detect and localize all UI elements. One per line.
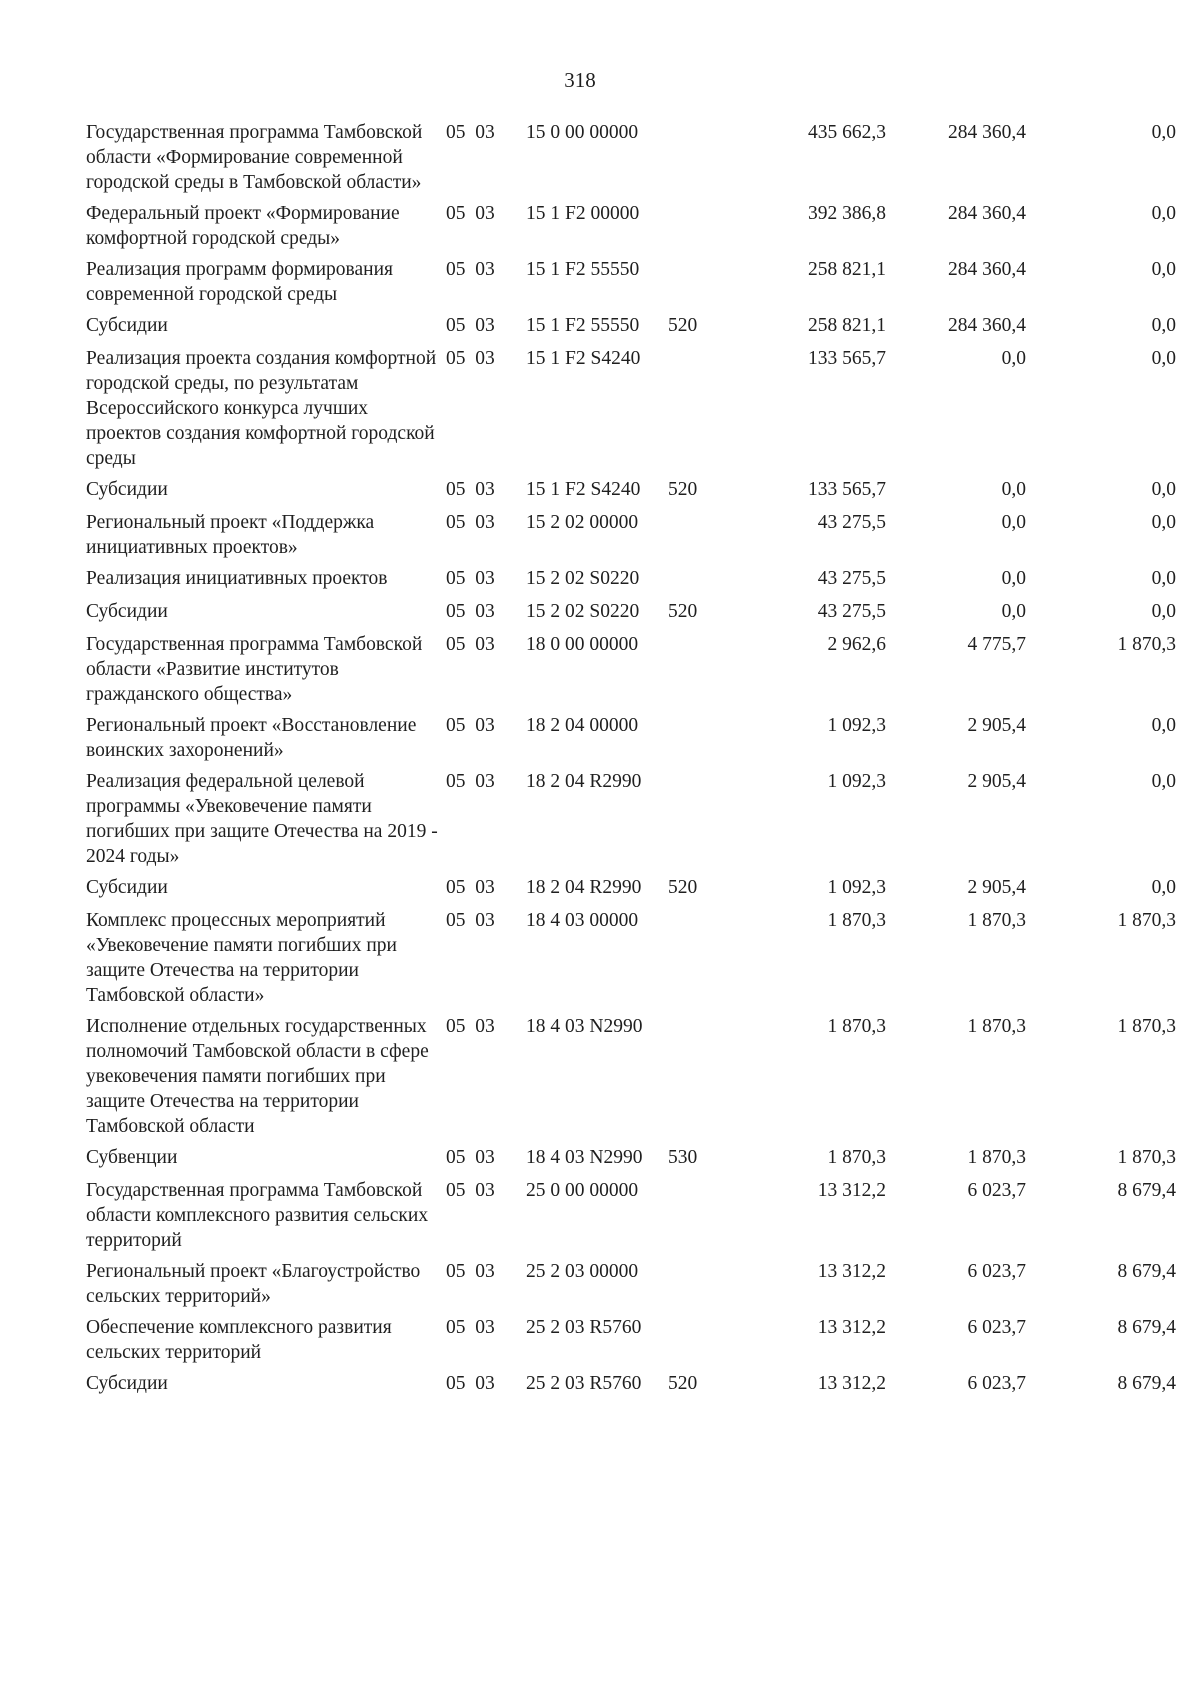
table-row xyxy=(86,908,1176,1014)
row-amount-year-2: 6 023,7 xyxy=(967,1317,1026,1338)
row-amount-year-3: 8 679,4 xyxy=(1117,1180,1176,1201)
row-expense-type-code: 530 xyxy=(668,1147,698,1168)
row-expense-type-code: 520 xyxy=(668,601,698,622)
row-section-code: 05 03 xyxy=(446,512,495,533)
row-target-code: 18 4 03 N2990 xyxy=(526,1016,643,1037)
table-row xyxy=(86,1014,1176,1145)
budget-table xyxy=(86,120,1176,1404)
row-name: Федеральный проект «Формирование комфортной городской среды» xyxy=(86,203,400,249)
row-name: Государственная программа Тамбовской области «Формирование современной городской среды в Тамбовской области» xyxy=(86,122,423,193)
row-amount-year-2: 6 023,7 xyxy=(967,1180,1026,1201)
row-amount-year-2: 284 360,4 xyxy=(948,122,1026,143)
row-amount-year-2: 0,0 xyxy=(1001,512,1026,533)
row-amount-year-2: 1 870,3 xyxy=(967,1016,1026,1037)
row-name: Региональный проект «Поддержка инициативных проектов» xyxy=(86,512,375,558)
row-name: Реализация проекта создания комфортной городской среды, по результатам Всероссийского конкурса лучших проектов создания комфортной городской среды xyxy=(86,348,437,469)
row-amount-year-3: 0,0 xyxy=(1151,771,1176,792)
row-expense-type-code xyxy=(668,201,716,257)
row-amount-year-2: 284 360,4 xyxy=(948,259,1026,280)
row-section-code: 05 03 xyxy=(446,203,495,224)
row-name: Комплекс процессных мероприятий «Увековечение памяти погибших при защите Отечества на территории Тамбовской области» xyxy=(86,910,397,1006)
table-row xyxy=(86,313,1176,346)
row-amount-year-3: 0,0 xyxy=(1151,348,1176,369)
row-amount-year-3: 1 870,3 xyxy=(1117,1147,1176,1168)
row-amount-year-2: 284 360,4 xyxy=(948,315,1026,336)
row-name: Государственная программа Тамбовской области «Развитие институтов гражданского общества» xyxy=(86,634,423,705)
row-name: Субвенции xyxy=(86,1147,178,1168)
row-amount-year-3: 0,0 xyxy=(1151,715,1176,736)
row-target-code: 18 0 00 00000 xyxy=(526,634,639,655)
row-section-code: 05 03 xyxy=(446,771,495,792)
row-amount-year-3: 0,0 xyxy=(1151,877,1176,898)
row-amount-year-1: 1 870,3 xyxy=(827,1147,886,1168)
row-target-code: 18 2 04 R2990 xyxy=(526,771,642,792)
row-expense-type-code xyxy=(668,769,716,875)
row-target-code: 18 2 04 R2990 xyxy=(526,877,642,898)
row-amount-year-3: 0,0 xyxy=(1151,203,1176,224)
table-row xyxy=(86,1259,1176,1315)
row-expense-type-code: 520 xyxy=(668,315,698,336)
row-amount-year-2: 6 023,7 xyxy=(967,1261,1026,1282)
row-amount-year-2: 2 905,4 xyxy=(967,715,1026,736)
table-row xyxy=(86,1371,1176,1404)
row-target-code: 15 1 F2 00000 xyxy=(526,203,640,224)
row-amount-year-3: 1 870,3 xyxy=(1117,1016,1176,1037)
row-amount-year-3: 8 679,4 xyxy=(1117,1373,1176,1394)
page-number: 318 xyxy=(564,68,596,92)
row-target-code: 18 4 03 N2990 xyxy=(526,1147,643,1168)
row-expense-type-code xyxy=(668,1259,716,1315)
table-row xyxy=(86,201,1176,257)
row-target-code: 25 2 03 00000 xyxy=(526,1261,639,1282)
row-name: Региональный проект «Благоустройство сельских территорий» xyxy=(86,1261,421,1307)
table-row xyxy=(86,477,1176,510)
table-row xyxy=(86,769,1176,875)
row-section-code: 05 03 xyxy=(446,910,495,931)
row-amount-year-3: 0,0 xyxy=(1151,601,1176,622)
row-amount-year-3: 0,0 xyxy=(1151,259,1176,280)
row-amount-year-2: 2 905,4 xyxy=(967,771,1026,792)
table-row xyxy=(86,510,1176,566)
row-amount-year-2: 1 870,3 xyxy=(967,910,1026,931)
row-amount-year-3: 0,0 xyxy=(1151,512,1176,533)
row-amount-year-1: 1 092,3 xyxy=(827,877,886,898)
row-amount-year-3: 1 870,3 xyxy=(1117,910,1176,931)
row-amount-year-1: 13 312,2 xyxy=(817,1317,886,1338)
row-section-code: 05 03 xyxy=(446,122,495,143)
row-section-code: 05 03 xyxy=(446,479,495,500)
row-expense-type-code: 520 xyxy=(668,1373,698,1394)
row-expense-type-code: 520 xyxy=(668,479,698,500)
row-amount-year-1: 13 312,2 xyxy=(817,1180,886,1201)
row-expense-type-code xyxy=(668,713,716,769)
row-target-code: 25 2 03 R5760 xyxy=(526,1317,642,1338)
row-target-code: 15 0 00 00000 xyxy=(526,122,639,143)
row-amount-year-1: 133 565,7 xyxy=(808,479,886,500)
row-expense-type-code: 520 xyxy=(668,877,698,898)
row-expense-type-code xyxy=(668,120,716,201)
row-expense-type-code xyxy=(668,257,716,313)
row-amount-year-3: 0,0 xyxy=(1151,568,1176,589)
row-name: Субсидии xyxy=(86,1373,168,1394)
row-amount-year-1: 43 275,5 xyxy=(817,568,886,589)
table-row xyxy=(86,257,1176,313)
row-name: Реализация федеральной целевой программы «Увековечение памяти погибших при защите Отечества на 2019 - 2024 годы» xyxy=(86,771,438,867)
row-section-code: 05 03 xyxy=(446,601,495,622)
row-target-code: 15 1 F2 S4240 xyxy=(526,348,641,369)
row-section-code: 05 03 xyxy=(446,1147,495,1168)
row-amount-year-3: 0,0 xyxy=(1151,122,1176,143)
row-name: Региональный проект «Восстановление воинских захоронений» xyxy=(86,715,417,761)
table-row xyxy=(86,713,1176,769)
table-row xyxy=(86,346,1176,477)
row-name: Субсидии xyxy=(86,479,168,500)
row-name: Субсидии xyxy=(86,877,168,898)
row-expense-type-code xyxy=(668,1315,716,1371)
row-expense-type-code xyxy=(668,908,716,1014)
row-amount-year-2: 2 905,4 xyxy=(967,877,1026,898)
row-section-code: 05 03 xyxy=(446,1373,495,1394)
row-section-code: 05 03 xyxy=(446,1180,495,1201)
table-row xyxy=(86,1315,1176,1371)
row-target-code: 18 2 04 00000 xyxy=(526,715,639,736)
row-amount-year-1: 133 565,7 xyxy=(808,348,886,369)
row-amount-year-3: 8 679,4 xyxy=(1117,1317,1176,1338)
row-name: Обеспечение комплексного развития сельских территорий xyxy=(86,1317,392,1363)
row-target-code: 15 1 F2 S4240 xyxy=(526,479,641,500)
table-row xyxy=(86,632,1176,713)
row-target-code: 15 2 02 S0220 xyxy=(526,601,640,622)
row-target-code: 15 2 02 00000 xyxy=(526,512,639,533)
row-amount-year-1: 13 312,2 xyxy=(817,1373,886,1394)
row-amount-year-2: 6 023,7 xyxy=(967,1373,1026,1394)
row-section-code: 05 03 xyxy=(446,568,495,589)
row-amount-year-2: 0,0 xyxy=(1001,348,1026,369)
row-amount-year-1: 2 962,6 xyxy=(827,634,886,655)
row-expense-type-code xyxy=(668,632,716,713)
row-amount-year-2: 0,0 xyxy=(1001,601,1026,622)
row-amount-year-1: 258 821,1 xyxy=(808,315,886,336)
row-section-code: 05 03 xyxy=(446,1016,495,1037)
row-expense-type-code xyxy=(668,346,716,477)
table-row xyxy=(86,566,1176,599)
row-name: Исполнение отдельных государственных полномочий Тамбовской области в сфере увековечения памяти погибших при защите Отечества на территории Тамбовской области xyxy=(86,1016,429,1137)
table-row xyxy=(86,1178,1176,1259)
row-target-code: 25 2 03 R5760 xyxy=(526,1373,642,1394)
row-section-code: 05 03 xyxy=(446,634,495,655)
row-target-code: 25 0 00 00000 xyxy=(526,1180,639,1201)
row-amount-year-1: 43 275,5 xyxy=(817,512,886,533)
row-name: Субсидии xyxy=(86,601,168,622)
row-target-code: 18 4 03 00000 xyxy=(526,910,639,931)
row-amount-year-3: 8 679,4 xyxy=(1117,1261,1176,1282)
row-section-code: 05 03 xyxy=(446,348,495,369)
row-target-code: 15 2 02 S0220 xyxy=(526,568,640,589)
row-expense-type-code xyxy=(668,1014,716,1145)
row-section-code: 05 03 xyxy=(446,315,495,336)
row-amount-year-2: 0,0 xyxy=(1001,568,1026,589)
row-name: Государственная программа Тамбовской области комплексного развития сельских территорий xyxy=(86,1180,429,1251)
row-amount-year-2: 4 775,7 xyxy=(967,634,1026,655)
row-section-code: 05 03 xyxy=(446,877,495,898)
row-amount-year-1: 435 662,3 xyxy=(808,122,886,143)
table-row xyxy=(86,120,1176,201)
row-name: Реализация инициативных проектов xyxy=(86,568,388,589)
row-amount-year-3: 1 870,3 xyxy=(1117,634,1176,655)
row-amount-year-1: 1 870,3 xyxy=(827,1016,886,1037)
row-expense-type-code xyxy=(668,510,716,566)
row-amount-year-2: 0,0 xyxy=(1001,479,1026,500)
row-amount-year-2: 1 870,3 xyxy=(967,1147,1026,1168)
row-name: Субсидии xyxy=(86,315,168,336)
row-amount-year-3: 0,0 xyxy=(1151,315,1176,336)
row-amount-year-1: 1 092,3 xyxy=(827,771,886,792)
row-expense-type-code xyxy=(668,566,716,599)
budget-table-body xyxy=(86,120,1176,1404)
row-expense-type-code xyxy=(668,1178,716,1259)
row-amount-year-2: 284 360,4 xyxy=(948,203,1026,224)
row-amount-year-1: 13 312,2 xyxy=(817,1261,886,1282)
row-section-code: 05 03 xyxy=(446,1261,495,1282)
row-amount-year-1: 43 275,5 xyxy=(817,601,886,622)
row-amount-year-3: 0,0 xyxy=(1151,479,1176,500)
row-amount-year-1: 258 821,1 xyxy=(808,259,886,280)
row-section-code: 05 03 xyxy=(446,715,495,736)
row-amount-year-1: 392 386,8 xyxy=(808,203,886,224)
row-section-code: 05 03 xyxy=(446,1317,495,1338)
row-section-code: 05 03 xyxy=(446,259,495,280)
row-amount-year-1: 1 870,3 xyxy=(827,910,886,931)
row-target-code: 15 1 F2 55550 xyxy=(526,315,640,336)
row-target-code: 15 1 F2 55550 xyxy=(526,259,640,280)
row-amount-year-1: 1 092,3 xyxy=(827,715,886,736)
table-row xyxy=(86,599,1176,632)
row-name: Реализация программ формирования современной городской среды xyxy=(86,259,394,305)
table-row xyxy=(86,875,1176,908)
table-row xyxy=(86,1145,1176,1178)
